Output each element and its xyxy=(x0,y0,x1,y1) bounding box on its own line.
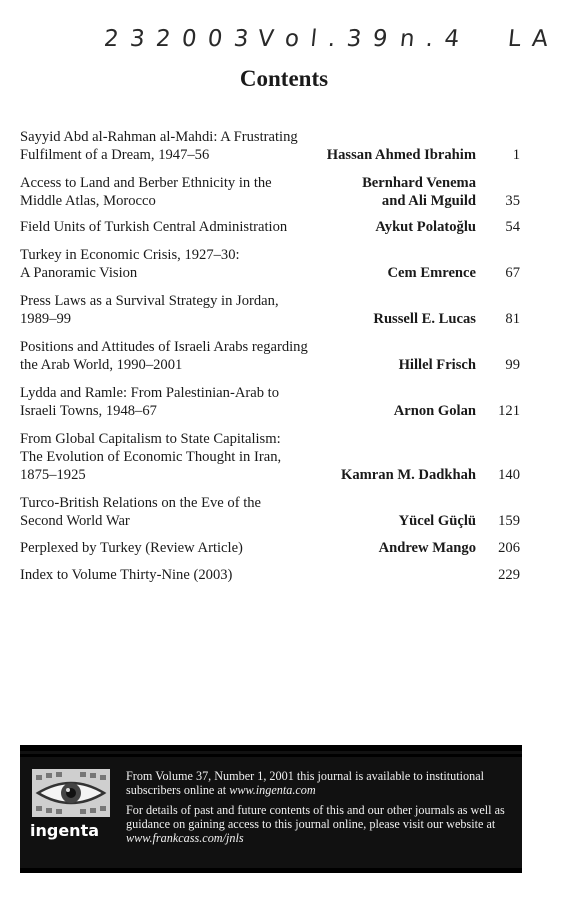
toc-entry-title: Turkey in Economic Crisis, 1927–30: xyxy=(20,247,240,263)
toc-entry-title: 1875–1925 xyxy=(20,467,86,483)
toc-entry-title: The Evolution of Economic Thought in Iran, xyxy=(20,449,282,465)
banner-online-text: From Volume 37, Number 1, 2001 this journal is available to institutional subscribers online at xyxy=(126,769,485,797)
toc-entry-title: Fulfilment of a Dream, 1947–56 xyxy=(20,147,210,163)
ingenta-banner xyxy=(20,745,522,873)
toc-entry-author xyxy=(327,146,476,164)
toc-entry-title: Turco-British Relations on the Eve of the xyxy=(20,495,262,511)
toc-entry-title: A Panoramic Vision xyxy=(20,265,138,281)
toc-entry-page: 229 xyxy=(498,567,520,583)
toc-entry xyxy=(20,566,520,584)
toc-entry-page: 35 xyxy=(505,193,520,209)
eye-logo-icon xyxy=(32,769,110,817)
toc-entry-title: Index to Volume Thirty-Nine (2003) xyxy=(20,567,233,583)
toc-entry-author xyxy=(375,218,476,236)
toc-entry-author-line: Cem Emrence xyxy=(387,265,476,281)
banner-online-notice xyxy=(126,769,512,797)
table-of-contents xyxy=(20,128,520,584)
toc-entry-title: Positions and Attitudes of Israeli Arabs regarding xyxy=(20,339,308,355)
toc-entry-author xyxy=(388,264,476,282)
toc-entry-author-line: Russell E. Lucas xyxy=(373,311,476,327)
toc-entry xyxy=(20,539,520,557)
toc-entry xyxy=(20,128,520,164)
toc-entry-title: Lydda and Ramle: From Palestinian-Arab to xyxy=(20,385,279,401)
toc-entry-author xyxy=(362,174,476,210)
toc-entry-author xyxy=(379,539,476,557)
toc-entry-author xyxy=(341,466,476,484)
ingenta-url-link[interactable]: www.ingenta.com xyxy=(229,783,316,797)
toc-entry-author xyxy=(399,512,476,530)
toc-entry-page: 99 xyxy=(505,357,520,373)
toc-entry-author xyxy=(373,310,476,328)
toc-entry-title: Israeli Towns, 1948–67 xyxy=(20,403,157,419)
toc-entry-author xyxy=(399,356,476,374)
banner-rule-top-thin xyxy=(20,754,522,757)
toc-entry-title: From Global Capitalism to State Capitalism: xyxy=(20,431,281,447)
toc-entry-page: 54 xyxy=(505,219,520,235)
banner-details-text: For details of past and future contents of this and our other journals as well as guidance on gaining access to this journal online, please visit our website at xyxy=(126,803,505,831)
toc-entry xyxy=(20,494,520,530)
toc-entry-page: 121 xyxy=(498,403,520,419)
toc-entry-author-line: Aykut Polatoğlu xyxy=(375,219,476,235)
toc-entry-author-line: Andrew Mango xyxy=(378,540,476,556)
handwritten-initials: L A xyxy=(506,26,552,52)
handwritten-volume: V o l . 3 9 xyxy=(256,26,391,52)
toc-entry-author-line: and Ali Mguild xyxy=(381,193,476,209)
toc-entry-page: 1 xyxy=(512,147,520,163)
toc-entry-author-line: Kamran M. Dadkhah xyxy=(340,467,476,483)
toc-entry-author-line: Hillel Frisch xyxy=(398,357,476,373)
toc-entry-page: 81 xyxy=(505,311,520,327)
banner-details-notice xyxy=(126,803,512,845)
banner-rule-top xyxy=(20,745,522,751)
toc-entry-title: Middle Atlas, Morocco xyxy=(20,193,156,209)
toc-entry-title: the Arab World, 1990–2001 xyxy=(20,357,183,373)
page-title: Contents xyxy=(239,66,329,91)
toc-entry-page: 206 xyxy=(498,540,520,556)
toc-entry xyxy=(20,174,520,210)
toc-entry-author-line: Bernhard Venema xyxy=(362,175,476,191)
ingenta-logo-text: ingenta xyxy=(30,821,100,840)
toc-entry-title: 1989–99 xyxy=(20,311,72,327)
toc-entry xyxy=(20,430,520,484)
handwritten-annotation xyxy=(0,26,568,60)
toc-entry-title: Second World War xyxy=(20,513,130,529)
toc-entry xyxy=(20,218,520,236)
handwritten-number: n . 4 xyxy=(398,26,463,52)
toc-entry-page: 67 xyxy=(505,265,520,281)
frankcass-url-link[interactable]: www.frankcass.com/jnls xyxy=(126,831,244,845)
toc-entry-author-line: Arnon Golan xyxy=(393,403,476,419)
toc-entry-author-line: Hassan Ahmed Ibrahim xyxy=(326,147,476,163)
handwritten-date: 2 3 2 0 0 3 xyxy=(102,26,252,52)
eye-graphic xyxy=(32,769,110,817)
toc-entry-title: Perplexed by Turkey (Review Article) xyxy=(20,540,243,556)
toc-entry-title: Field Units of Turkish Central Administration xyxy=(20,219,288,235)
toc-entry-author xyxy=(394,402,476,420)
toc-entry xyxy=(20,338,520,374)
toc-entry-page: 140 xyxy=(498,467,520,483)
toc-entry-page: 159 xyxy=(498,513,520,529)
banner-rule-bottom xyxy=(20,868,522,873)
toc-entry-title: Access to Land and Berber Ethnicity in the xyxy=(20,175,272,191)
toc-entry-author-line: Yücel Güçlü xyxy=(398,513,476,529)
toc-entry xyxy=(20,384,520,420)
toc-entry xyxy=(20,292,520,328)
toc-entry-title: Sayyid Abd al-Rahman al-Mahdi: A Frustrating xyxy=(20,129,298,145)
toc-entry-title: Press Laws as a Survival Strategy in Jordan, xyxy=(20,293,279,309)
toc-entry xyxy=(20,246,520,282)
